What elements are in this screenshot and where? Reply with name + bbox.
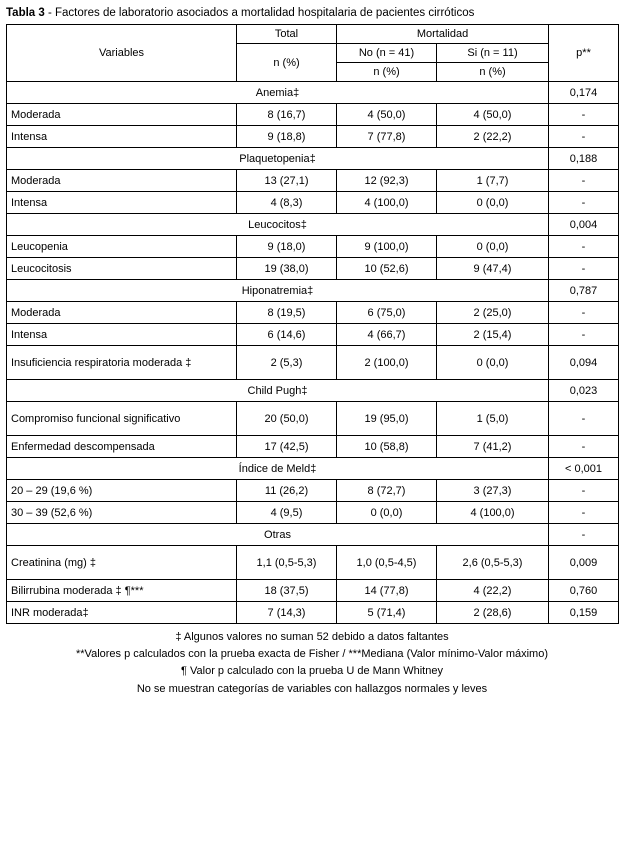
cell-no: 7 (77,8) — [337, 126, 437, 148]
cell-p: 0,760 — [549, 580, 619, 602]
cell-no: 10 (52,6) — [337, 258, 437, 280]
cell-p: - — [549, 302, 619, 324]
cell-p: - — [549, 258, 619, 280]
cell-total: 9 (18,0) — [237, 236, 337, 258]
cell-no: 14 (77,8) — [337, 580, 437, 602]
section-label: Índice de Meld‡ — [7, 458, 549, 480]
caption-text: Factores de laboratorio asociados a mortalidad hospitalaria de pacientes cirróticos — [55, 7, 475, 19]
table-row — [7, 104, 619, 126]
cell-si: 2 (15,4) — [437, 324, 549, 346]
cell-si: 4 (22,2) — [437, 580, 549, 602]
cell-variable: Leucocitosis — [7, 258, 237, 280]
cell-p: < 0,001 — [549, 458, 619, 480]
cell-variable: Enfermedad descompensada — [7, 436, 237, 458]
cell-p: 0,174 — [549, 82, 619, 104]
table-row — [7, 602, 619, 624]
table-row — [7, 324, 619, 346]
header-si-pct: n (%) — [437, 63, 549, 82]
table-section-row — [7, 524, 619, 546]
table-row — [7, 580, 619, 602]
cell-total: 6 (14,6) — [237, 324, 337, 346]
cell-no: 6 (75,0) — [337, 302, 437, 324]
table-row — [7, 126, 619, 148]
cell-p: 0,004 — [549, 214, 619, 236]
footnote-4: No se muestran categorías de variables con hallazgos normales y leves — [136, 682, 488, 695]
header-no-n: No (n = 41) — [337, 44, 437, 63]
table-section-row — [7, 458, 619, 480]
cell-variable: Intensa — [7, 324, 237, 346]
cell-p: 0,023 — [549, 380, 619, 402]
cell-total: 11 (26,2) — [237, 480, 337, 502]
cell-si: 1 (7,7) — [437, 170, 549, 192]
cell-p: - — [549, 170, 619, 192]
table-row — [7, 502, 619, 524]
cell-variable: Bilirrubina moderada ‡ ¶*** — [7, 580, 237, 602]
cell-no: 19 (95,0) — [337, 402, 437, 436]
cell-total: 1,1 (0,5-5,3) — [237, 546, 337, 580]
cell-si: 7 (41,2) — [437, 436, 549, 458]
cell-p: 0,787 — [549, 280, 619, 302]
cell-p: - — [549, 436, 619, 458]
cell-p: 0,188 — [549, 148, 619, 170]
footnote-3: ¶ Valor p calculado con la prueba U de Mann Whitney — [181, 665, 443, 678]
cell-p: - — [549, 126, 619, 148]
cell-variable: Leucopenia — [7, 236, 237, 258]
cell-si: 1 (5,0) — [437, 402, 549, 436]
cell-no: 12 (92,3) — [337, 170, 437, 192]
cell-p: - — [549, 502, 619, 524]
section-label: Plaquetopenia‡ — [7, 148, 549, 170]
cell-si: 4 (100,0) — [437, 502, 549, 524]
cell-variable: Moderada — [7, 170, 237, 192]
cell-no: 4 (66,7) — [337, 324, 437, 346]
cell-no: 9 (100,0) — [337, 236, 437, 258]
cell-no: 8 (72,7) — [337, 480, 437, 502]
cell-si: 0 (0,0) — [437, 236, 549, 258]
cell-total: 2 (5,3) — [237, 346, 337, 380]
cell-p: - — [549, 192, 619, 214]
cell-si: 0 (0,0) — [437, 192, 549, 214]
cell-si: 2 (28,6) — [437, 602, 549, 624]
cell-p: - — [549, 104, 619, 126]
cell-no: 4 (100,0) — [337, 192, 437, 214]
cell-variable: Insuficiencia respiratoria moderada ‡ — [7, 346, 237, 380]
table-row — [7, 402, 619, 436]
cell-total: 8 (19,5) — [237, 302, 337, 324]
table-section-row — [7, 148, 619, 170]
cell-p: 0,094 — [549, 346, 619, 380]
cell-variable: INR moderada‡ — [7, 602, 237, 624]
cell-si: 0 (0,0) — [437, 346, 549, 380]
footnote-1: ‡ Algunos valores no suman 52 debido a datos faltantes — [175, 631, 449, 644]
cell-total: 4 (8,3) — [237, 192, 337, 214]
caption-label: Tabla 3 — [6, 7, 45, 19]
cell-si: 2 (22,2) — [437, 126, 549, 148]
cell-variable: 30 – 39 (52,6 %) — [7, 502, 237, 524]
lab-factors-table — [6, 24, 619, 624]
cell-total: 20 (50,0) — [237, 402, 337, 436]
table-caption — [6, 6, 618, 20]
cell-variable: Intensa — [7, 126, 237, 148]
cell-total: 7 (14,3) — [237, 602, 337, 624]
table-row — [7, 346, 619, 380]
header-si-n: Si (n = 11) — [437, 44, 549, 63]
cell-variable: Creatinina (mg) ‡ — [7, 546, 237, 580]
footnote-2: **Valores p calculados con la prueba exacta de Fisher / ***Mediana (Valor mínimo-Valor máximo) — [76, 648, 548, 661]
table-footnotes — [6, 629, 618, 697]
table-row — [7, 302, 619, 324]
cell-total: 17 (42,5) — [237, 436, 337, 458]
cell-variable: Intensa — [7, 192, 237, 214]
table-section-row — [7, 280, 619, 302]
table-row — [7, 436, 619, 458]
cell-si: 3 (27,3) — [437, 480, 549, 502]
cell-no: 5 (71,4) — [337, 602, 437, 624]
section-label: Child Pugh‡ — [7, 380, 549, 402]
caption-dash: - — [44, 7, 56, 19]
cell-si: 4 (50,0) — [437, 104, 549, 126]
table-row — [7, 170, 619, 192]
cell-no: 10 (58,8) — [337, 436, 437, 458]
table-row — [7, 236, 619, 258]
cell-p: - — [549, 324, 619, 346]
header-mortalidad: Mortalidad — [337, 25, 549, 44]
table-section-row — [7, 214, 619, 236]
header-p: p** — [549, 25, 619, 82]
cell-variable: 20 – 29 (19,6 %) — [7, 480, 237, 502]
table-row — [7, 480, 619, 502]
header-no-pct: n (%) — [337, 63, 437, 82]
section-label: Hiponatremia‡ — [7, 280, 549, 302]
cell-no: 1,0 (0,5-4,5) — [337, 546, 437, 580]
cell-p: - — [549, 480, 619, 502]
cell-p: 0,159 — [549, 602, 619, 624]
table-row — [7, 258, 619, 280]
table-section-row — [7, 82, 619, 104]
cell-p: - — [549, 524, 619, 546]
cell-total: 9 (18,8) — [237, 126, 337, 148]
cell-total: 4 (9,5) — [237, 502, 337, 524]
cell-si: 9 (47,4) — [437, 258, 549, 280]
cell-no: 0 (0,0) — [337, 502, 437, 524]
table-row — [7, 546, 619, 580]
cell-no: 4 (50,0) — [337, 104, 437, 126]
table-section-row — [7, 380, 619, 402]
header-total: Total — [237, 25, 337, 44]
table-header — [7, 25, 619, 82]
section-label: Leucocitos‡ — [7, 214, 549, 236]
cell-total: 8 (16,7) — [237, 104, 337, 126]
cell-si: 2,6 (0,5-5,3) — [437, 546, 549, 580]
header-variables: Variables — [7, 25, 237, 82]
cell-si: 2 (25,0) — [437, 302, 549, 324]
table-row — [7, 192, 619, 214]
cell-total: 19 (38,0) — [237, 258, 337, 280]
cell-p: - — [549, 402, 619, 436]
cell-p: 0,009 — [549, 546, 619, 580]
header-total-n: n (%) — [237, 44, 337, 82]
cell-variable: Moderada — [7, 104, 237, 126]
cell-p: - — [549, 236, 619, 258]
cell-no: 2 (100,0) — [337, 346, 437, 380]
section-label: Otras — [7, 524, 549, 546]
cell-total: 13 (27,1) — [237, 170, 337, 192]
cell-variable: Moderada — [7, 302, 237, 324]
cell-variable: Compromiso funcional significativo — [7, 402, 237, 436]
table-body — [7, 82, 619, 624]
section-label: Anemia‡ — [7, 82, 549, 104]
cell-total: 18 (37,5) — [237, 580, 337, 602]
